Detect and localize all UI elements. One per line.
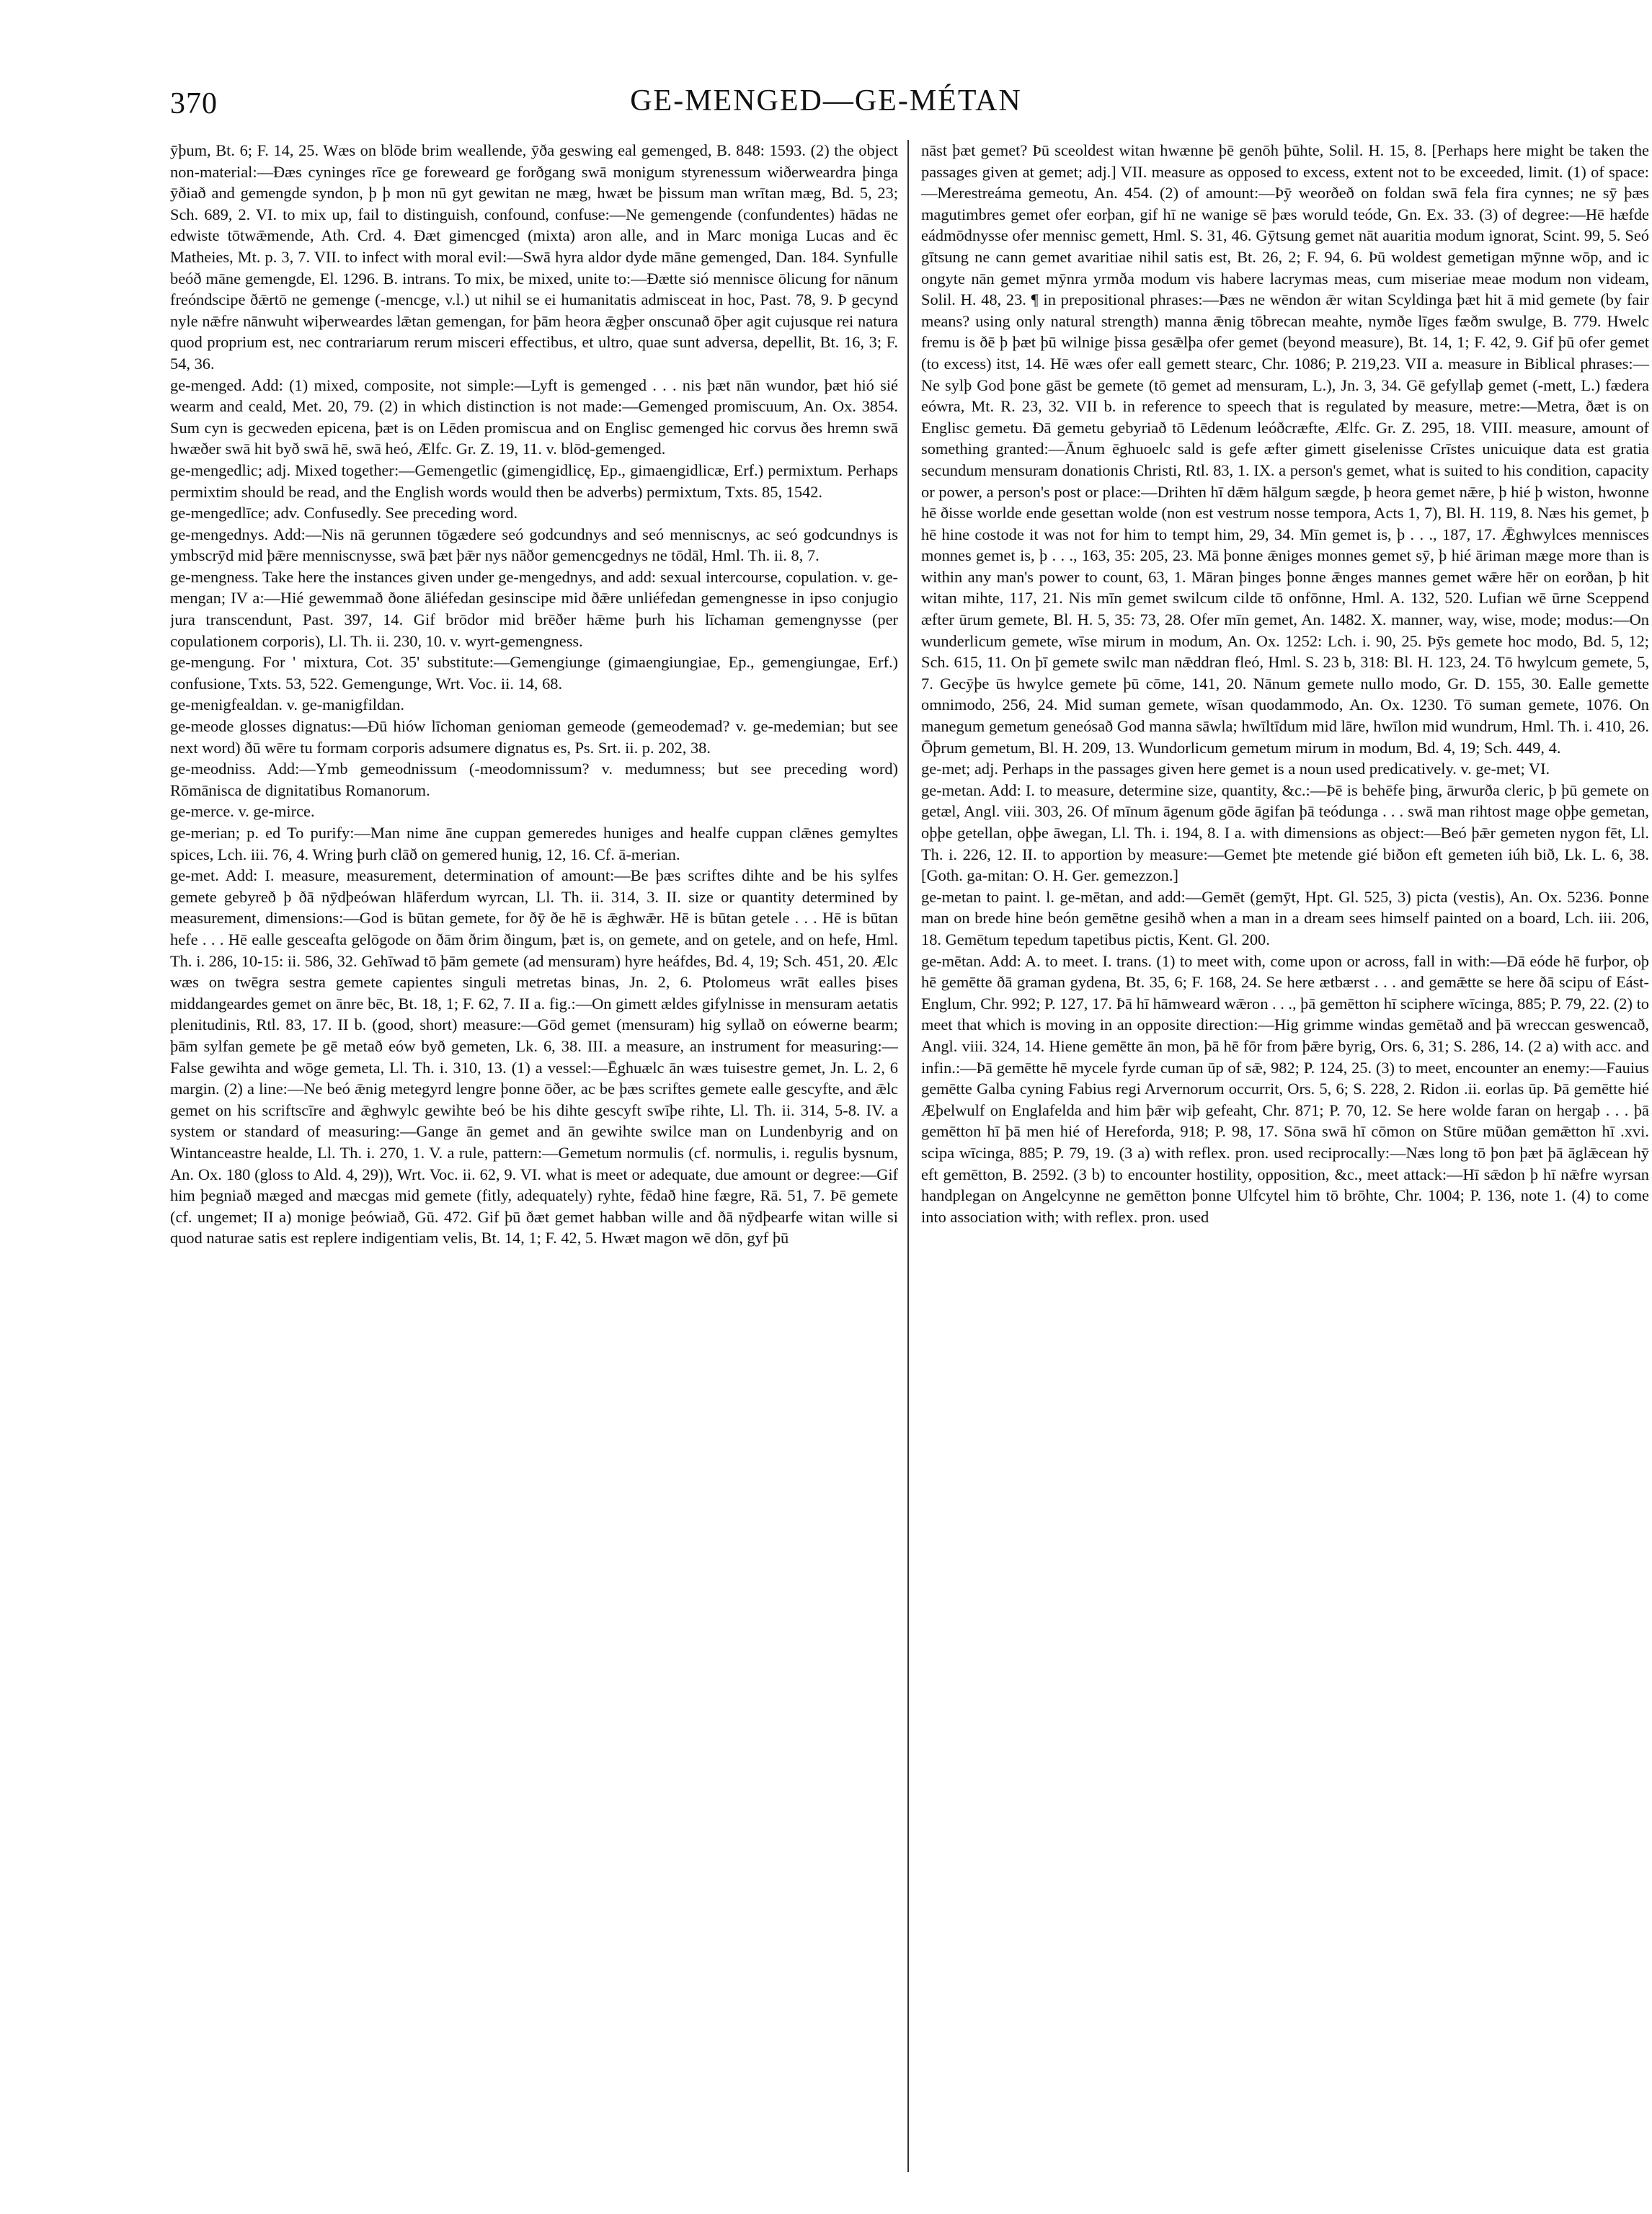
entry-paragraph: ge-merian; p. ed To purify:—Man nime āne cuppan gemeredes huniges and healfe cuppan clǣnes gemyltes spices, Lch. iii. 76, 4. Wring þurh clāð on gemered hunig, 12, 16. Cf. ā-merian. xyxy=(170,824,898,863)
entry-paragraph: ge-metan. Add: I. to measure, determine size, quantity, &c.:—Þē is behēfe þing, ārwurða cleric, þ þū gemete on getæl, Angl. viii. 303, 26. Of mīnum āgenum gōde āgifan þā teódunga . . . swā man rihtost mage oþþe gemetan, oþþe getellan, oþþe āwegan, Ll. Th. i. 194, 8. I a. with dimensions as object:—Beó þǣr gemeten nygon fēt, Ll. Th. i. 226, 12. II. to apportion by measure:—Gemet þte metende gié biðon eft gemeten iúh bið, Lk. L. 6, 38. [Goth. ga-mitan: O. H. Ger. gemezzon.] xyxy=(921,781,1649,885)
entry-paragraph: ge-mengedlic; adj. Mixed together:—Gemengetlic (gimengidlicę, Ep., gimaengidlicæ, Erf.) permixtum. Perhaps permixtim should be read, and the English words would then be adverbs) permixtum, Txts. 85, 1542. xyxy=(170,461,898,501)
entry-paragraph: ge-mengednys. Add:—Nis nā gerunnen tōgædere seó godcundnys and seó menniscnys, ac seó godcundnys is ymbscrȳd mid þǣre menniscnysse, swā þæt þǣr nys nāðor gemencgednys ne tōdāl, Hml. Th. ii. 8, 7. xyxy=(170,525,898,565)
entry-paragraph: ge-metan to paint. l. ge-mētan, and add:—Gemēt (gemȳt, Hpt. Gl. 525, 3) picta (vestis), An. Ox. 5236. Þonne man on brede hine beón gemētne gesihð when a man in a dream sees himself painted on a board, Lch. iii. 206, 18. Gemētum tepedum tapetibus pictis, Kent. Gl. 200. xyxy=(921,887,1649,948)
entry-paragraph: ge-menigfealdan. v. ge-manigfildan. xyxy=(170,695,404,714)
page-number: 370 xyxy=(170,87,218,120)
right-column xyxy=(921,140,1649,2179)
entry-paragraph: ȳþum, Bt. 6; F. 14, 25. Wæs on blōde brim weallende, ȳða geswing eal gemenged, B. 848: 1593. (2) the object non-material:—Ðæs cyninges rīce ge foreweard ge forðgang swā monigum styrenessum wiðerweardra þinga ȳðiað and gemengde syndon, þ þ mon nū gyt gewitan ne mæg, hwæt be þissum man wrītan mæg, Bd. 5, 23; Sch. 689, 2. VI. to mix up, fail to distinguish, confound, confuse:—Ne gemengende (confundentes) hādas ne edwiste tōtwǣmende, Ath. Crd. 4. Ðæt gimencged (mixta) aron alle, and in Marc moniga Lucas and ēc Matheies, Mt. p. 3, 7. VII. to infect with moral evil:—Swā hyra aldor dyde māne gemenged, Dan. 184. Synfulle beóð māne gemengde, El. 1296. B. intrans. To mix, be mixed, unite to:—Ðætte sió mennisce ōlicung for nānum freóndscipe ðǣrtō ne gemenge (-mencge, v.l.) ut nihil se ei humanitatis admisceat in hoc, Past. 78, 9. Þ gecynd nyle nǣfre nānwuht wiþerweardes lǣtan gemengan, for þām heora ǣgþer onscunað ōþer agit cujusque rei natura quod proprium est, nec contrariarum rerum misceri effectibus, et ultro, quae sunt adversa, depellit, Bt. 16, 3; F. 54, 36. xyxy=(170,141,898,373)
entry-paragraph: ge-menged. Add: (1) mixed, composite, not simple:—Lyft is gemenged . . . nis þæt nān wundor, þæt hió sié wearm and ceald, Met. 20, 79. (2) in which distinction is not made:—Gemenged promiscuum, An. Ox. 3854. Sum cyn is gecweden epicena, þæt is on Lēden promiscua and on Englisc gemenged hic corvus ðes hremn swā hwæðer swā hit byð swā hē, swā heó, Ælfc. Gr. Z. 19, 11. v. blōd-gemenged. xyxy=(170,375,898,458)
entry-paragraph: ge-meode glosses dignatus:—Ðū hiów līchoman genioman gemeode (gemeodemad? v. ge-medemian; but see next word) ðū wēre tu formam corporis adsumere dignatus es, Ps. Srt. ii. p. 202, 38. xyxy=(170,717,898,757)
entry-paragraph: ge-mengness. Take here the instances given under ge-mengednys, and add: sexual intercourse, copulation. v. ge-mengan; IV a:—Hié gewemmað ðone āliéfedan gesinscipe mid ðǣre unliéfedan gemengnesse in ipso conjugio jura transcendunt, Past. 397, 14. Gif brōdor mid brēðer hǣme þurh his līchaman gemengnysse (per copulationem corporis), Ll. Th. ii. 230, 10. v. wyrt-gemengness. xyxy=(170,567,898,650)
entry-paragraph: ge-met; adj. Perhaps in the passages given here gemet is a noun used predicatively. v. ge-met; VI. xyxy=(921,760,1550,778)
entry-paragraph: ge-merce. v. ge-mirce. xyxy=(170,802,315,821)
entry-paragraph: ge-mengedlīce; adv. Confusedly. See preceding word. xyxy=(170,504,518,523)
running-head: GE-MENGED—GE-MÉTAN xyxy=(630,84,1022,117)
left-column xyxy=(170,140,898,2179)
entry-paragraph: ge-mētan. Add: A. to meet. I. trans. (1) to meet with, come upon or across, fall in with:—Ðā eóde hē furþor, oþ hē gemētte ðā graman gydena, Bt. 35, 6; F. 168, 24. Se here ætbærst . . . and gemǣtte se here ðā scipu of Eást-Englum, Chr. 992; P. 127, 17. Þā hī hāmweard wǣron . . ., þā gemētton hī sciphere wīcinga, 885; P. 79, 22. (2) to meet that which is moving in an opposite direction:—Hig grimme windas gemētað and þā wreccan geswencað, Angl. viii. 324, 14. Hiene gemētte ān mon, þā hē fōr from þǣre byrig, Ors. 6, 31; S. 286, 14. (2 a) with acc. and infin.:—Þā gemētte hē mycele fyrde cuman ūp of sǣ, 982; P. 124, 25. (3) to meet, encounter an enemy:—Fauius gemētte Galba cyning Fabius regi Arvernorum occurrit, Ors. 5, 6; S. 228, 2. Ridon .ii. eorlas ūp. Þā gemētte hié Æþelwulf on Englafelda and him þǣr wiþ gefeaht, Chr. 871; P. 70, 12. Se here wolde faran on hergaþ . . . þā gemētton hī þā men hié of Hereforda, 918; P. 98, 17. Sōna swā hī cōmon on Stūre mūðan gemǣtton hī .xvi. scipa wīcinga, 885; P. 79, 19. (3 a) with reflex. pron. used reciprocally:—Næs long tō þon þæt þā āglǣcean hȳ eft gemētton, B. 2592. (3 b) to encounter hostility, opposition, &c., meet attack:—Hī sǣdon þ hī nǣfre wyrsan handplegan on Angelcynne ne gemētton þonne Ulfcytel him tō brōhte, Chr. 1004; P. 136, note 1. (4) to come into association with; with reflex. pron. used xyxy=(921,951,1649,1226)
column-divider xyxy=(907,140,909,2172)
entry-paragraph: ge-met. Add: I. measure, measurement, determination of amount:—Be þæs scriftes dihte and be his sylfes gemete gebyreð þ ðā nȳdþeówan hlāferdum wyrcan, Ll. Th. ii. 314, 3. II. size or quantity determined by measurement, dimensions:—God is būtan gemete, for ðȳ ðe hē is ǣghwǣr. Hē is būtan getele . . . Hē is būtan hefe . . . Hē ealle gesceafta gelōgode on ðām ðrim ðingum, þæt is, on gemete, and on getele, and on hefe, Hml. Th. i. 286, 10-15: ii. 586, 32. Gehīwad tō þām gemete (ad mensuram) hyre heáfdes, Bd. 4, 19; Sch. 451, 20. Ælc wæs on twēgra sestra gemete capientes singuli metretas binas, Jn. 2, 6. Ptolomeus wrāt ealles þises middangeardes gemet on ānre bēc, Bt. 18, 1; F. 62, 7. II a. fig.:—On gimett ældes gifylnisse in mensuram aetatis plenitudinis, Rtl. 83, 17. II b. (good, short) measure:—Gōd gemet (mensuram) hig syllað on eówerne bearm; þām sylfan gemete þe gē metað eów byð gemeten, Lk. 6, 38. III. a measure, an instrument for measuring:—False gewihta and wōge gemeta, Ll. Th. i. 310, 13. (1) a vessel:—Ēghuælc ān wæs tuisestre gemet, Jn. L. 2, 6 margin. (2) a line:—Ne beó ǣnig metegyrd lengre þonne ōðer, ac be þæs scriftes gemete ealle gescyfte, and ǣlc gemet on his scriftscīre and ǣghwylc gewihte beó be his dihte gescyft swīþe rihte, Ll. Th. ii. 314, 5-8. IV. a system or standard of measuring:—Gange ān gemet and ān gewihte swilce man on Lundenbyrig and on Wintanceastre healde, Ll. Th. i. 270, 1. V. a rule, pattern:—Gemetum normulis (cf. normulis, i. regulis bysnum, An. Ox. 180 (gloss to Ald. 4, 29)), Wrt. Voc. ii. 62, 9. VI. what is meet or adequate, due amount or degree:—Gif him þegniað mæged and mæcgas mid gemete (fitly, adequately) ryhte, fēdað hine fægre, Rā. 51, 7. Þē gemete (cf. ungemet; II a) monige þeówiað, Gū. 472. Gif þū ðæt gemet habban wille and ðā nȳdþearfe witan wille si quod naturae satis est replere indigentiam velis, Bt. 14, 1; F. 42, 5. Hwæt magon wē dōn, gyf þū xyxy=(170,866,898,1248)
entry-paragraph: ge-mengung. For ' mixtura, Cot. 35' substitute:—Gemengiunge (gimaengiungiae, Ep., gemengiungae, Erf.) confusione, Txts. 53, 522. Gemengunge, Wrt. Voc. ii. 14, 68. xyxy=(170,653,898,693)
entry-paragraph: ge-meodniss. Add:—Ymb gemeodnissum (-meodomnissum? v. medumness; but see preceding word) Rōmānisca de dignitatibus Romanorum. xyxy=(170,760,898,799)
entry-paragraph: nāst þæt gemet? Þū sceoldest witan hwænne þē genōh þūhte, Solil. H. 15, 8. [Perhaps here might be taken the passages given at gemet; adj.] VII. measure as opposed to excess, extent not to be exceeded, limit. (1) of space:—Merestreáma gemeotu, An. 454. (2) of amount:—Þȳ weorðeð on foldan swā fela fira cynnes; ne sȳ þæs magutimbres gemet ofer eorþan, gif hī ne wanige sē þæs woruld teóde, Gn. Ex. 33. (3) of degree:—Hē hæfde eádmōdnysse ofer mennisc gemett, Hml. S. 31, 46. Gȳtsung gemet nāt auaritia modum ignorat, Scint. 99, 5. Seó gītsung ne cann gemet avaritiae nihil satis est, Bt. 26, 2; F. 94, 6. Þū woldest gemetigan mȳnne wōp, and ic ongyte nān gemet mȳnra yrmða modum vis habere lacrymas meas, cum miseriae meae modum non videam, Solil. H. 48, 23. ¶ in prepositional phrases:—Þæs ne wēndon ǣr witan Scyldinga þæt hit ā mid gemete (by fair means? using only natural strength) manna ǣnig tōbrecan meahte, nymðe līges fæðm swulge, B. 779. Hwelc fremu is ðē þ þæt þū wilnige þissa gesǣlþa ofer gemet (beyond measure), Bt. 14, 1; F. 42, 9. Gif þū ofer gemet (to excess) itst, 14. Hē wæs ofer eall gemett stearc, Chr. 1086; P. 219,23. VII a. measure in Biblical phrases:—Ne sylþ God þone gāst be gemete (tō gemet ad mensuram, L.), Jn. 3, 34. Gē gefyllaþ gemet (-mett, L.) fædera eówra, Mt. R. 23, 32. VII b. in reference to speech that is regulated by measure, metre:—Metra, ðæt is on Englisc gemetu. Ðā gemetu gebyriað tō Lēdenum leóðcræfte, Ælfc. Gr. Z. 295, 18. VIII. measure, amount of something granted:—Ānum ēghuoelc sald is gefe æfter gimett giselenisse Crīstes unicuique data est gratia secundum mensuram donationis Christi, Rtl. 83, 1. IX. a person's gemet, what is suited to his condition, capacity or power, a person's post or place:—Drihten hī dǣm hālgum sægde, þ heora gemet nǣre, þ hié þ wiston, hwonne hē ðisse worlde ende gesettan wolde (non est vestrum nosse tempora, Acts 1, 7), Bl. H. 119, 8. Næs his gemet, þ hē hine costode it was not for him to tempt him, 29, 34. Mīn gemet is, þ . . ., 187, 17. Ǣghwylces mennisces monnes gemet is, þ . . ., 163, 35: 205, 23. Mā þonne ǣniges monnes gemet sȳ, þ hié āriman mæge more than is within any man's power to count, 63, 1. Māran þinges þonne ǣnges mannes gemet wǣre hēr on eorðan, þ hit witan mihte, 117, 21. Nis mīn gemet swilcum cilde tō onfōnne, Hml. A. 132, 520. Lufian wē ūrne Sceppend æfter ūrum gemete, Bl. H. 5, 35: 73, 28. Ofer mīn gemet, An. 1482. X. manner, way, wise, mode; modus:—On wunderlicum gemete, wīse mirum in modum, An. Ox. 1252: Lch. i. 90, 25. Þȳs gemete hoc modo, Bd. 5, 12; Sch. 615, 11. On þī gemete swilc man nǣddran fleó, Hml. S. 23 b, 318: Bl. H. 123, 24. Tō hwylcum gemete, 5, 7. Gecȳþe ūs hwylce gemete þū cōme, 141, 20. Nānum gemete nullo modo, Gr. D. 155, 30. Ealle gemette omnimodo, 256, 24. Mid suman gemete, wīsan quodammodo, An. Ox. 1230. Tō suman gemete, 1076. On manegum gemetum geneósað God manna sāwla; hwīltīdum mid lāre, hwīlon mid wundrum, Hml. Th. i. 410, 26. Ōþrum gemetum, Bl. H. 209, 13. Wundorlicum gemetum mirum in modum, Bd. 4, 19; Sch. 449, 4. xyxy=(921,141,1649,757)
